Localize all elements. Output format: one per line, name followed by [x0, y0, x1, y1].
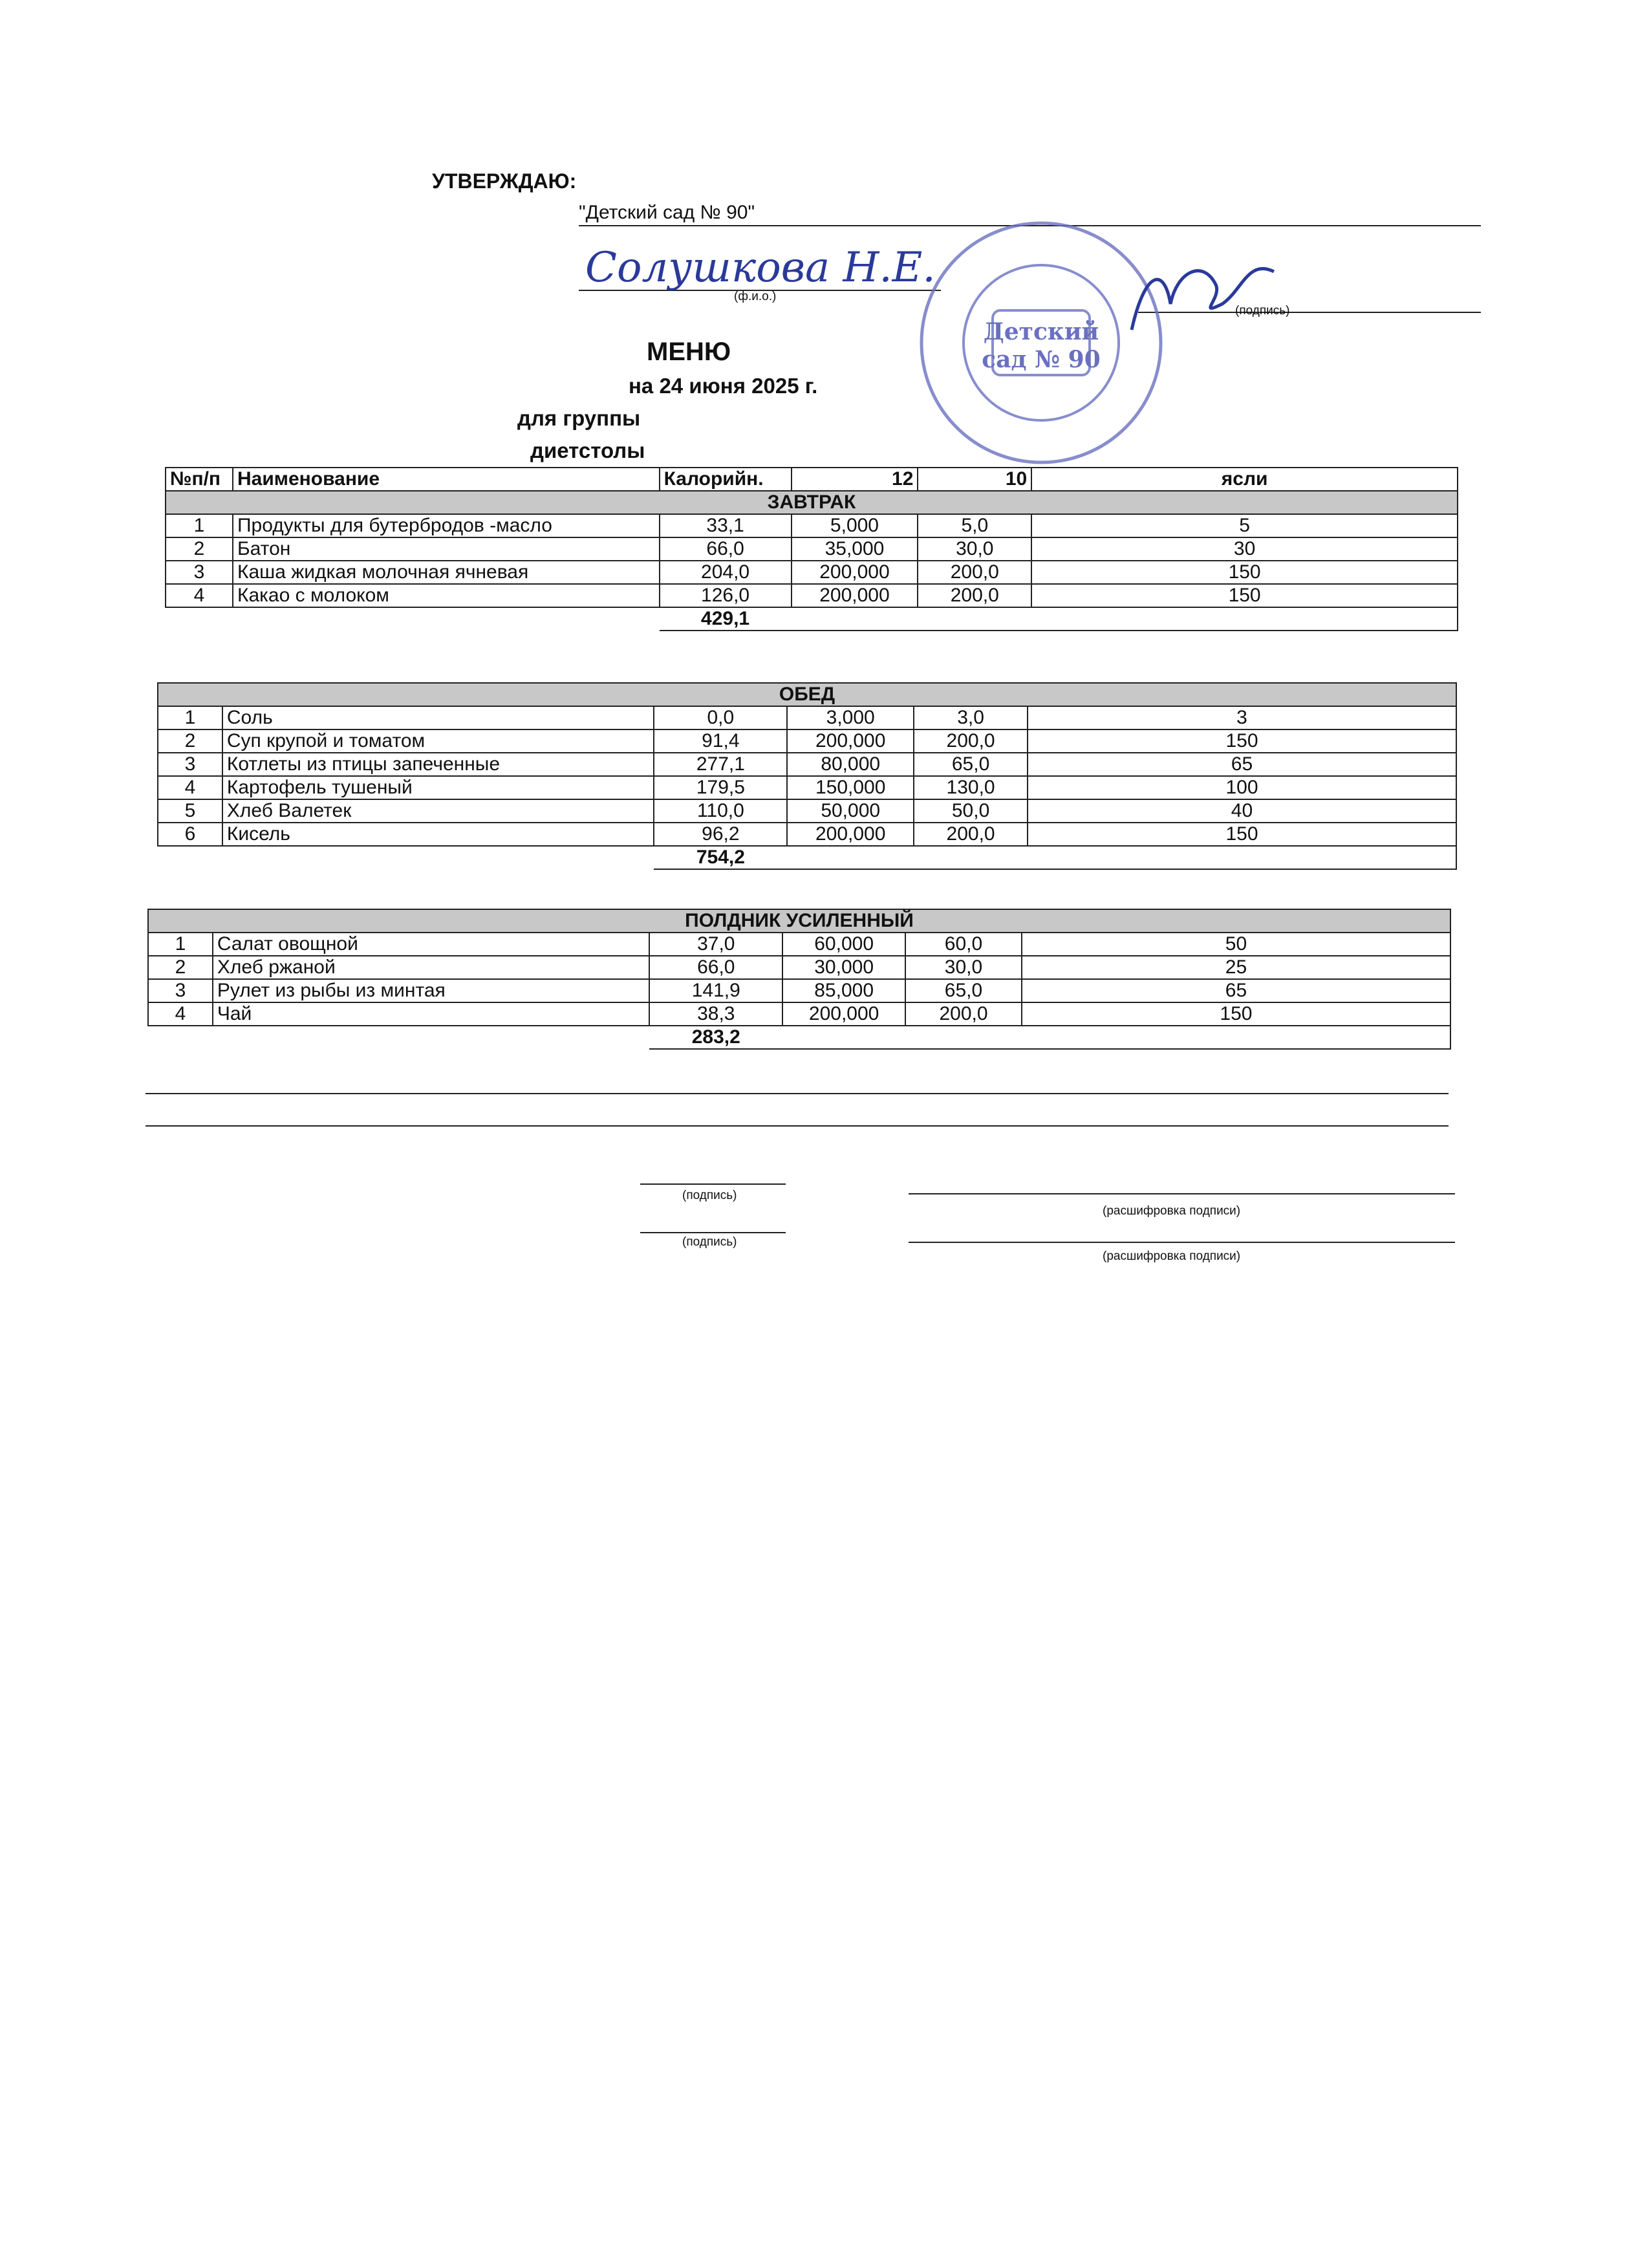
sign-caption-1: (подпись): [682, 1189, 737, 1202]
sign-caption-2: (подпись): [682, 1235, 737, 1249]
divider: [146, 1093, 1449, 1094]
table-row: 1 Продукты для бутербродов -масло 33,1 5,000 5,0 5: [166, 514, 1458, 537]
table-row: 4 Картофель тушеный 179,5 150,000 130,0 100: [158, 776, 1456, 799]
header-num: №п/п: [166, 468, 233, 491]
table-row: 2 Хлеб ржаной 66,0 30,000 30,0 25: [148, 956, 1450, 979]
handwritten-name: [579, 243, 941, 314]
table-row: 2 Батон 66,0 35,000 30,0 30: [166, 537, 1458, 561]
total-row: [158, 846, 1456, 869]
table-row: 2 Суп крупой и томатом 91,4 200,000 200,0 150: [158, 729, 1456, 753]
organization-name: "Детский сад № 90": [579, 202, 755, 223]
total-row: [148, 1026, 1450, 1049]
section-title: ЗАВТРАК: [166, 491, 1458, 514]
table-row: 1 Соль 0,0 3,000 3,0 3: [158, 706, 1456, 729]
group-name: диетстолы: [530, 438, 645, 462]
sign-line-2: [640, 1232, 786, 1233]
header-calories: Калорийн.: [660, 468, 792, 491]
svg-text:сад № 90: сад № 90: [982, 346, 1101, 373]
header-name: Наименование: [233, 468, 660, 491]
section-total: 429,1: [660, 607, 792, 631]
signature-caption: (подпись): [1235, 304, 1290, 318]
sign-line-1: [640, 1183, 786, 1185]
section-total: 283,2: [649, 1026, 782, 1049]
section-title: ОБЕД: [158, 683, 1456, 706]
decode-line-2: [909, 1242, 1455, 1243]
table-row: 5 Хлеб Валетек 110,0 50,000 50,0 40: [158, 799, 1456, 823]
header-nursery: ясли: [1031, 468, 1458, 491]
svg-text:Солушкова Н.Е.: Солушкова Н.Е.: [585, 244, 936, 292]
section-title: ПОЛДНИК УСИЛЕННЫЙ: [148, 909, 1450, 933]
header-col10: 10: [918, 468, 1031, 491]
menu-table-lunch: [157, 682, 1457, 870]
fio-caption: (ф.и.о.): [734, 290, 777, 303]
menu-title: МЕНЮ: [647, 338, 731, 366]
decode-caption-1: (расшифровка подписи): [1103, 1204, 1241, 1218]
svg-text:Детский: Детский: [983, 318, 1099, 345]
section-total: 754,2: [654, 846, 787, 869]
table-row: 3 Каша жидкая молочная ячневая 204,0 200,000 200,0 150: [166, 561, 1458, 584]
approval-label: УТВЕРЖДАЮ:: [432, 169, 577, 193]
menu-table-snack: [147, 909, 1451, 1050]
table-row: 1 Салат овощной 37,0 60,000 60,0 50: [148, 933, 1450, 956]
table-row: 3 Рулет из рыбы из минтая 141,9 85,000 65,0 65: [148, 979, 1450, 1002]
table-row: 4 Чай 38,3 200,000 200,0 150: [148, 1002, 1450, 1026]
table-row: 3 Котлеты из птицы запеченные 277,1 80,000 65,0 65: [158, 753, 1456, 776]
divider: [146, 1125, 1449, 1127]
table-header-row: [166, 468, 1458, 491]
header-col12: 12: [792, 468, 918, 491]
menu-date: на 24 июня 2025 г.: [629, 374, 818, 398]
decode-caption-2: (расшифровка подписи): [1103, 1249, 1241, 1263]
group-label: для группы: [517, 406, 641, 430]
table-row: 6 Кисель 96,2 200,000 200,0 150: [158, 823, 1456, 846]
total-row: [166, 607, 1458, 631]
signature-scribble: [1119, 246, 1290, 343]
table-row: 4 Какао с молоком 126,0 200,000 200,0 150: [166, 584, 1458, 607]
menu-table-breakfast: [165, 467, 1458, 631]
decode-line-1: [909, 1193, 1455, 1194]
